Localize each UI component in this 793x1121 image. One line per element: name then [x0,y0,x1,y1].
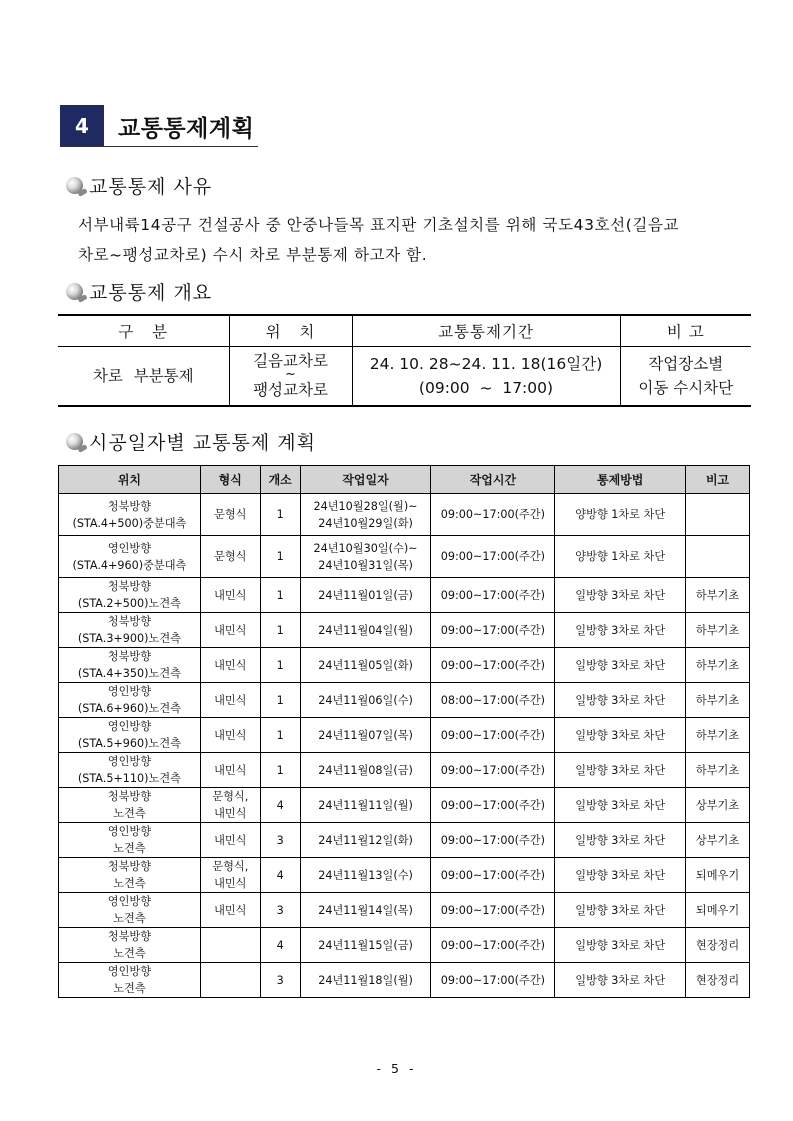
plan-cell-line: 영인방향 [107,720,152,733]
plan-cell-time: 09:00~17:00(주간) [431,494,555,536]
plan-cell-date [300,823,431,858]
plan-header-cell: 위치 [59,466,201,494]
plan-cell-date [300,613,431,648]
plan-cell-line: 24년11월18일(월) [318,973,413,987]
plan-row [59,963,750,998]
plan-cell-time: 09:00~17:00(주간) [431,536,555,578]
plan-cell-time: 09:00~17:00(주간) [431,788,555,823]
plan-cell-line: 노견측 [113,947,146,960]
plan-cell-date [300,536,431,578]
plan-cell-time: 09:00~17:00(주간) [431,578,555,613]
plan-cell-date [300,858,431,893]
plan-cell-date [300,578,431,613]
plan-row [59,753,750,788]
plan-cell-line: (STA.4+350)노견측 [77,667,181,680]
plan-cell-form [200,823,260,858]
plan-cell-form [200,683,260,718]
plan-cell-line: 청북방향 [107,930,152,943]
plan-cell-note: 상부기초 [686,788,750,823]
plan-cell-date [300,753,431,788]
overview-header-cell: 구 분 [58,315,229,347]
plan-cell-method: 일방향 3차로 차단 [555,858,686,893]
overview-note [620,347,751,407]
plan-cell-line: 내민식 [214,728,247,742]
plan-cell-line: 노견측 [113,842,146,855]
plan-cell-date [300,893,431,928]
plan-cell-date [300,683,431,718]
overview-header-cell: 교통통제기간 [352,315,620,347]
plan-cell-location [59,928,201,963]
plan-cell-count: 3 [260,893,300,928]
plan-header-cell: 작업시간 [431,466,555,494]
plan-cell-location [59,893,201,928]
reason-line: 차로~팽성교차로) 수시 차로 부분통제 하고자 함. [78,246,428,264]
plan-cell-form [200,753,260,788]
plan-cell-time: 09:00~17:00(주간) [431,718,555,753]
plan-cell-line: 내민식 [214,588,247,602]
plan-cell-line: 내민식 [214,623,247,637]
reason-heading-text: 교통통제 사유 [89,176,213,198]
plan-row [59,893,750,928]
plan-cell-line: 내민식 [214,833,247,847]
plan-cell-method: 양방향 1차로 차단 [555,494,686,536]
plan-header-row [59,466,750,494]
overview-location [229,347,352,407]
plan-cell-count: 4 [260,858,300,893]
plan-cell-note [686,494,750,536]
plan-cell-line: 24년10월29일(화) [318,516,413,530]
plan-cell-line: 24년11월14일(목) [318,903,413,917]
plan-cell-line: 청북방향 [107,790,152,803]
plan-header-cell: 통제방법 [555,466,686,494]
plan-cell-method: 일방향 3차로 차단 [555,893,686,928]
plan-cell-count: 4 [260,928,300,963]
plan-cell-line: 문형식, [212,790,249,803]
plan-cell-line: 내민식 [214,763,247,777]
plan-cell-method: 일방향 3차로 차단 [555,648,686,683]
plan-cell-line: 문형식 [214,508,247,521]
plan-cell-line: (STA.4+960)중분대측 [72,558,187,572]
plan-cell-date [300,494,431,536]
plan-cell-line: 청북방향 [107,650,152,663]
plan-cell-line: 영인방향 [107,755,152,768]
plan-cell-line: 영인방향 [107,541,152,555]
plan-cell-line: 영인방향 [107,965,152,978]
plan-cell-date [300,928,431,963]
plan-cell-line: 24년11월13일(수) [318,868,413,882]
plan-cell-location [59,494,201,536]
plan-cell-form [200,494,260,536]
plan-cell-note: 상부기초 [686,823,750,858]
plan-cell-note: 하부기초 [686,683,750,718]
plan-cell-date [300,718,431,753]
plan-cell-location [59,823,201,858]
plan-cell-location [59,963,201,998]
overview-period [352,347,620,407]
plan-cell-note: 하부기초 [686,648,750,683]
plan-cell-line: (STA.6+960)노견측 [77,702,181,715]
plan-cell-count: 1 [260,578,300,613]
overview-location-end: 팽성교차로 [253,381,328,399]
overview-header-cell: 위 치 [229,315,352,347]
plan-row [59,823,750,858]
plan-cell-note: 되메우기 [686,893,750,928]
plan-cell-line: 청북방향 [107,580,152,593]
plan-cell-note: 하부기초 [686,718,750,753]
plan-cell-line: 문형식 [214,550,247,563]
plan-cell-location [59,753,201,788]
plan-cell-line: 노견측 [113,877,146,890]
plan-row [59,788,750,823]
plan-cell-method: 일방향 3차로 차단 [555,613,686,648]
plan-cell-location [59,648,201,683]
plan-row [59,718,750,753]
plan-cell-line: 노견측 [113,807,146,820]
plan-heading-text: 시공일자별 교통통제 계획 [89,432,316,454]
plan-cell-line: (STA.5+110)노견측 [77,772,181,785]
plan-cell-line: 내민식 [214,903,247,917]
plan-cell-line: (STA.4+500)중분대측 [72,516,187,530]
plan-cell-time: 09:00~17:00(주간) [431,893,555,928]
overview-note-line: 작업장소별 [648,355,724,373]
plan-cell-count: 1 [260,683,300,718]
plan-cell-date [300,788,431,823]
overview-heading [66,278,212,305]
plan-cell-time: 08:00~17:00(주간) [431,683,555,718]
plan-cell-line: 청북방향 [107,499,152,513]
plan-cell-line: 24년11월06일(수) [318,693,413,707]
plan-cell-time: 09:00~17:00(주간) [431,648,555,683]
plan-cell-note: 현장정리 [686,963,750,998]
plan-cell-method: 일방향 3차로 차단 [555,753,686,788]
plan-cell-line: 문형식, [212,860,249,873]
overview-note-line: 이동 수시차단 [638,379,734,397]
bullet-icon [66,433,83,450]
plan-header-cell: 비고 [686,466,750,494]
plan-cell-location [59,578,201,613]
plan-row [59,536,750,578]
overview-table [58,314,751,407]
plan-row [59,683,750,718]
plan-cell-time: 09:00~17:00(주간) [431,858,555,893]
plan-row [59,494,750,536]
plan-cell-time: 09:00~17:00(주간) [431,928,555,963]
plan-cell-line: 24년10월30일(수)~ [313,541,418,555]
plan-cell-form [200,788,260,823]
plan-cell-line: 24년11월05일(화) [318,658,413,672]
plan-cell-line: 24년10월31일(목) [318,558,413,572]
plan-cell-count: 3 [260,823,300,858]
plan-cell-line: 영인방향 [107,825,152,838]
plan-cell-line: 24년11월08일(금) [318,763,413,777]
overview-heading-text: 교통통제 개요 [89,282,213,304]
plan-cell-count: 1 [260,648,300,683]
plan-cell-location [59,536,201,578]
plan-heading [66,428,316,455]
plan-cell-time: 09:00~17:00(주간) [431,753,555,788]
plan-cell-line: 24년11월15일(금) [318,938,413,952]
plan-cell-line: 청북방향 [107,860,152,873]
plan-cell-method: 일방향 3차로 차단 [555,928,686,963]
plan-cell-line: (STA.2+500)노견측 [77,597,181,610]
plan-row [59,578,750,613]
plan-cell-form [200,648,260,683]
plan-header-cell: 형식 [200,466,260,494]
plan-cell-form [200,928,260,963]
plan-cell-method: 일방향 3차로 차단 [555,963,686,998]
plan-cell-form [200,963,260,998]
plan-row [59,613,750,648]
plan-row [59,858,750,893]
plan-cell-note: 되메우기 [686,858,750,893]
plan-cell-note: 하부기초 [686,578,750,613]
overview-header-row [58,315,751,347]
plan-cell-count: 1 [260,753,300,788]
plan-cell-line: (STA.3+900)노견측 [77,632,181,645]
overview-row [58,347,751,407]
plan-cell-form [200,613,260,648]
plan-cell-count: 3 [260,963,300,998]
plan-cell-count: 1 [260,494,300,536]
plan-cell-line: (STA.5+960)노견측 [77,737,181,750]
plan-cell-line: 24년10월28일(월)~ [313,499,418,513]
reason-line: 서부내륙14공구 건설공사 중 안중나들목 표지판 기초설치를 위해 국도43호선(길음교 [78,216,680,234]
plan-row [59,928,750,963]
page-number: - 5 - [376,1061,417,1076]
plan-cell-line: 노견측 [113,912,146,925]
plan-cell-form [200,858,260,893]
plan-cell-form [200,578,260,613]
plan-cell-form [200,893,260,928]
plan-cell-note: 하부기초 [686,613,750,648]
overview-location-start: 길음교차로 [253,352,328,370]
plan-header-cell: 개소 [260,466,300,494]
section-header [60,105,254,147]
plan-cell-form [200,536,260,578]
plan-table [58,465,750,998]
plan-cell-method: 일방향 3차로 차단 [555,823,686,858]
plan-cell-method: 양방향 1차로 차단 [555,536,686,578]
plan-cell-count: 1 [260,718,300,753]
plan-cell-date [300,963,431,998]
plan-cell-time: 09:00~17:00(주간) [431,823,555,858]
plan-cell-line: 내민식 [214,658,247,672]
plan-cell-location [59,683,201,718]
plan-header-cell: 작업일자 [300,466,431,494]
overview-type: 차로 부분통제 [58,347,229,407]
plan-cell-location [59,788,201,823]
plan-cell-count: 1 [260,536,300,578]
overview-header-cell: 비 고 [620,315,751,347]
reason-paragraph [78,210,756,270]
plan-cell-method: 일방향 3차로 차단 [555,578,686,613]
section-title-underline [60,146,258,147]
plan-cell-method: 일방향 3차로 차단 [555,718,686,753]
bullet-icon [66,177,83,194]
plan-cell-line: 24년11월12일(화) [318,833,413,847]
overview-location-tilde: ~ [285,367,296,382]
plan-cell-method: 일방향 3차로 차단 [555,683,686,718]
plan-cell-line: 내민식 [214,877,247,890]
plan-cell-date [300,648,431,683]
plan-cell-note: 현장정리 [686,928,750,963]
plan-cell-line: 영인방향 [107,895,152,908]
plan-cell-location [59,718,201,753]
plan-cell-line: 내민식 [214,807,247,820]
section-title: 교통통제계획 [118,115,255,142]
plan-cell-line: 내민식 [214,693,247,707]
reason-heading [66,172,212,199]
plan-cell-line: 24년11월11일(월) [318,798,413,812]
plan-cell-line: 영인방향 [107,685,152,698]
overview-period-dates: 24. 10. 28~24. 11. 18(16일간) [369,355,603,373]
plan-cell-line: 24년11월07일(목) [318,728,413,742]
plan-cell-line: 24년11월04일(월) [318,623,413,637]
plan-cell-count: 4 [260,788,300,823]
plan-cell-line: 노견측 [113,982,146,995]
plan-cell-location [59,613,201,648]
overview-period-hours: (09:00 ~ 17:00) [418,379,554,397]
plan-cell-method: 일방향 3차로 차단 [555,788,686,823]
plan-cell-line: 24년11월01일(금) [318,588,413,602]
section-number-badge: 4 [60,105,104,147]
plan-cell-time: 09:00~17:00(주간) [431,963,555,998]
plan-cell-note: 하부기초 [686,753,750,788]
plan-cell-location [59,858,201,893]
plan-cell-note [686,536,750,578]
plan-cell-time: 09:00~17:00(주간) [431,613,555,648]
plan-cell-count: 1 [260,613,300,648]
plan-cell-form [200,718,260,753]
bullet-icon [66,283,83,300]
plan-cell-line: 청북방향 [107,615,152,628]
plan-row [59,648,750,683]
